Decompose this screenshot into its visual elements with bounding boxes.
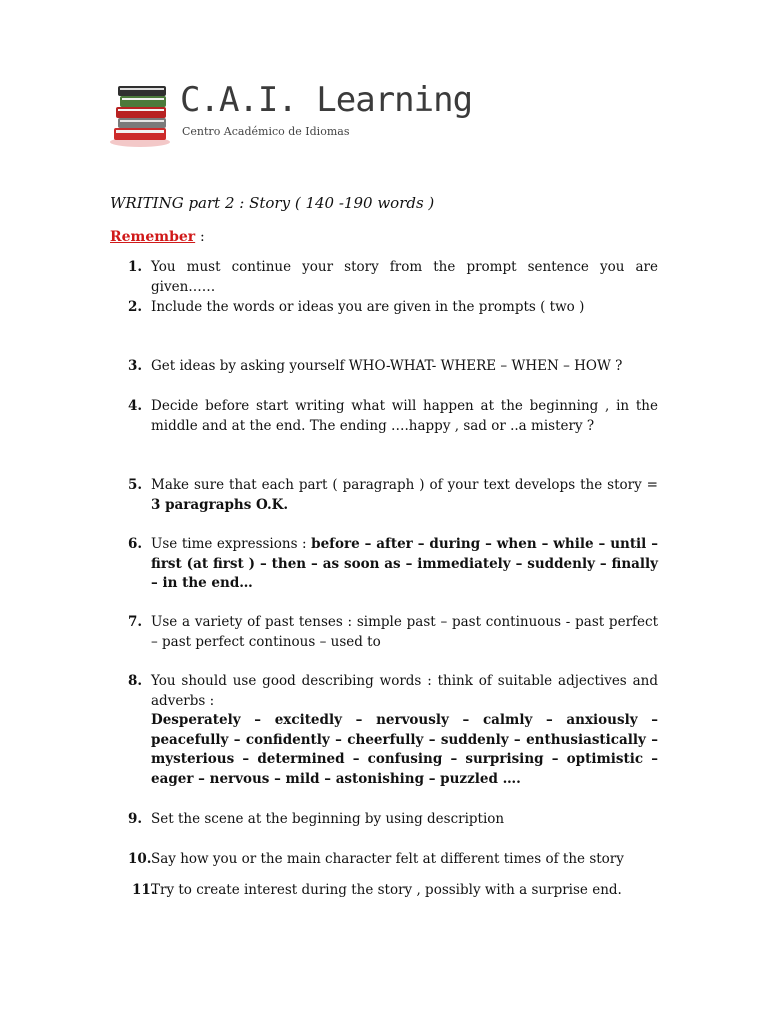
list-item	[110, 476, 658, 515]
cai-learning-logo	[108, 80, 473, 150]
list-item	[110, 672, 658, 790]
item-number: 7.	[128, 614, 143, 630]
item-text: Try to create interest during the story , possibly with a surprise end.	[151, 882, 622, 898]
item-number: 1.	[128, 259, 143, 275]
remember-label	[110, 229, 205, 245]
list-item	[110, 850, 658, 870]
item-bold-text: before – after – during – when – while – until – first (at first ) – then – as soon as – immediately – suddenly – finally – in the end…	[151, 536, 659, 592]
item-text: Decide before start writing what will happen at the beginning , in the middle and at the end. The ending ….happy , sad or ..a mistery ?	[151, 398, 658, 434]
page-title: WRITING part 2 : Story ( 140 -190 words )	[110, 194, 435, 212]
item-number: 11.	[132, 882, 156, 898]
item-number: 6.	[128, 536, 143, 552]
list-item	[110, 613, 658, 652]
item-bold-text: 3 paragraphs O.K.	[151, 496, 289, 513]
stacked-books-icon	[108, 80, 178, 150]
list-item	[110, 881, 658, 901]
list-item	[110, 535, 658, 594]
item-text: Use time expressions :	[151, 536, 312, 552]
item-number: 2.	[128, 299, 143, 315]
item-number: 3.	[128, 358, 143, 374]
item-bold-text: Desperately – excitedly – nervously – calmly – anxiously – peacefully – confidently – cheerfully – suddenly – enthusiastically – mysterious – determined – confusing – surprising – optimistic – eager – nervous – mild – astonishing – puzzled ….	[151, 712, 658, 787]
list-item	[110, 810, 658, 830]
item-number: 5.	[128, 477, 143, 493]
remember-word: Remember	[110, 229, 196, 245]
item-number: 8.	[128, 673, 143, 689]
item-text: You should use good describing words : think of suitable adjectives and adverbs :	[151, 673, 658, 709]
item-text: Say how you or the main character felt at different times of the story	[151, 851, 624, 867]
list-item	[110, 298, 658, 318]
item-number: 4.	[128, 398, 143, 414]
item-text: Use a variety of past tenses : simple past – past continuous - past perfect – past perfect continous – used to	[151, 614, 658, 650]
logo-subtitle: Centro Académico de Idiomas	[182, 125, 350, 138]
list-item	[110, 258, 658, 297]
item-number: 10.	[128, 851, 152, 867]
list-item	[110, 397, 658, 436]
item-text: Set the scene at the beginning by using description	[151, 811, 505, 827]
item-text: Make sure that each part ( paragraph ) of your text develops the story =	[151, 477, 658, 493]
item-number: 9.	[128, 811, 143, 827]
logo-title: C.A.I. Learning	[180, 80, 473, 120]
item-text: You must continue your story from the prompt sentence you are given……	[151, 259, 658, 295]
remember-colon: :	[200, 229, 205, 245]
list-item	[110, 357, 658, 377]
item-text: Get ideas by asking yourself WHO-WHAT- WHERE – WHEN – HOW ?	[151, 358, 623, 374]
item-text: Include the words or ideas you are given in the prompts ( two )	[151, 299, 585, 315]
